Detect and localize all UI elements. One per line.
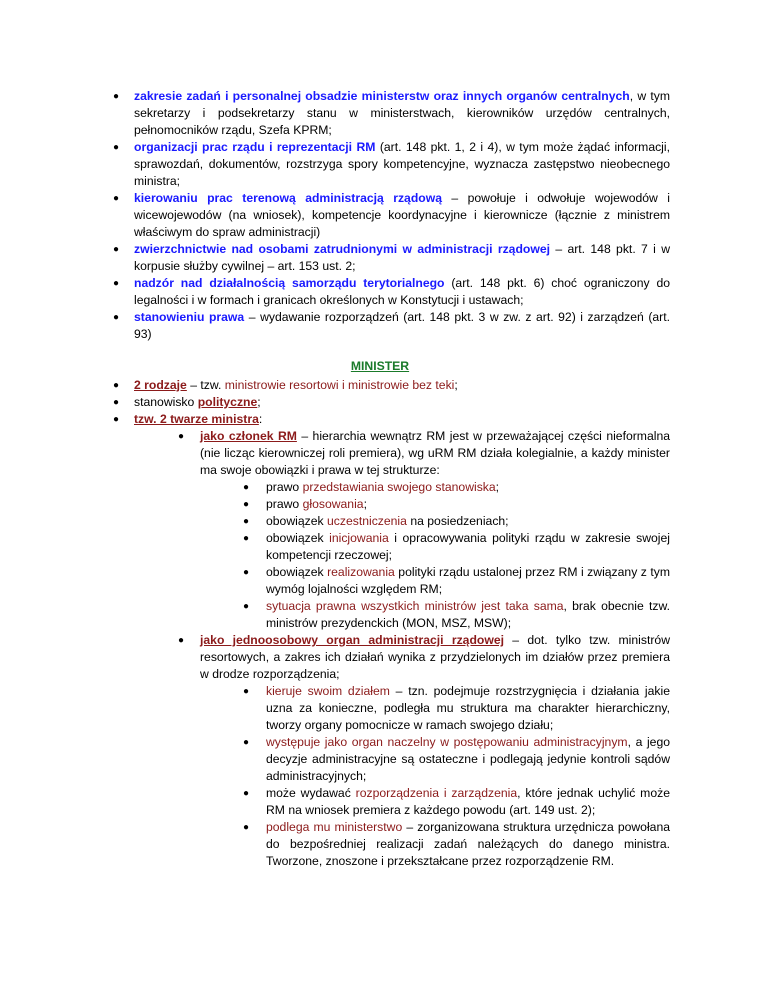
list-item: ● kierowaniu prac terenową administracją rządową – powołuje i odwołuje wojewodów i wicewojewodów (na wniosek), kompetencje koordynacyjne i kierownicze (łącznie z ministrem właściwym do spraw administracji): [113, 190, 670, 241]
list-item: ● prawo głosowania;: [243, 496, 670, 513]
organ-sublist: [243, 683, 670, 870]
list-item: ● kieruje swoim działem – tzn. podejmuje rozstrzygnięcia i działania jakie uzna za konieczne, podległa mu struktura ma charakter hierarchiczny, tworzy organy pomocnicze w ramach swojego działu;: [243, 683, 670, 734]
list-item: ● obowiązek inicjowania i opracowywania polityki rządu w zakresie swojej kompetencji rzeczowej;: [243, 530, 670, 564]
section-heading-minister: MINISTER: [350, 359, 410, 373]
list-item: ● występuje jako organ naczelny w postępowaniu administracyjnym, a jego decyzje administracyjne są ostateczne i podlegają jedynie kontroli sądów administracyjnych;: [243, 734, 670, 785]
list-item: ● stanowieniu prawa – wydawanie rozporządzeń (art. 148 pkt. 3 w zw. z art. 92) i zarządzeń (art. 93): [113, 309, 670, 343]
list-item-rodzaje: ● 2 rodzaje – tzw. ministrowie resortowi i ministrowie bez teki;: [113, 377, 670, 394]
list-item: ● zakresie zadań i personalnej obsadzie ministerstw oraz innych organów centralnych, w tym sekretarzy i podsekretarzy stanu w ministerstwach, kierowników urzędów centralnych, pełnomocników rządu, Szefa KPRM;: [113, 88, 670, 139]
list-item-organ: ● jako jednoosobowy organ administracji rządowej – dot. tylko tzw. ministrów resortowych, a zakres ich działań wynika z przydzielonych im działów przez premiera w drodze rozporządzenia; ● kieruje swoim działem – tzn. podejmuje rozstrzygnięcia i działania jakie uzna za konieczne, podległa mu struktura ma charakter hierarchiczny, tworzy organy pomocnicze w ramach swojego działu; ● występuje jako organ naczelny w postępowaniu administracyjnym, a jego decyzje administracyjne są ostateczne i podlegają jedynie kontroli sądów administracyjnych; ● może wydawać rozporządzenia i zarządzenia, które jednak uchylić może RM na wniosek premiera z każdego powodu (art. 149 ust. 2); ● podlega mu ministerstwo – zorganizowana struktura urzędnicza powołana do bezpośredniej realizacji zadań należących do danego ministra. Tworzone, znoszone i przekształcane przez rozporządzenie RM.: [178, 632, 670, 870]
premier-competences-list: [113, 88, 670, 343]
twarze-sublist: [178, 428, 670, 870]
list-item-czlonek-rm: ● jako członek RM – hierarchia wewnątrz RM jest w przeważającej części nieformalna (nie licząc kierowniczej roli premiera), wg uRM RM działa kolegialnie, a każdy minister ma swoje obowiązki i prawa w tej strukturze: ● prawo przedstawiania swojego stanowiska; ● prawo głosowania; ● obowiązek uczestniczenia na posiedzeniach; ● obowiązek inicjowania i opracowywania polityki rządu w zakresie swojej kompetencji rzeczowej; ● obowiązek realizowania polityki rządu ustalonej przez RM i związany z tym wymóg lojalności względem RM; ● sytuacja prawna wszystkich ministrów jest taka sama, brak obecnie tzw. ministrów prezydenckich (MON, MSZ, MSW);: [178, 428, 670, 632]
list-item: ● sytuacja prawna wszystkich ministrów jest taka sama, brak obecnie tzw. ministrów prezydenckich (MON, MSZ, MSW);: [243, 598, 670, 632]
list-item: ● obowiązek realizowania polityki rządu ustalonej przez RM i związany z tym wymóg lojalności względem RM;: [243, 564, 670, 598]
list-item: ● organizacji prac rządu i reprezentacji RM (art. 148 pkt. 1, 2 i 4), w tym może żądać informacji, sprawozdań, dokumentów, rozstrzyga spory kompetencyjne, wyznacza zastępstwo nieobecnego ministra;: [113, 139, 670, 190]
czlonek-rm-sublist: [243, 479, 670, 632]
list-item-twarze: ● tzw. 2 twarze ministra: ● jako członek RM – hierarchia wewnątrz RM jest w przeważającej części nieformalna (nie licząc kierowniczej roli premiera), wg uRM RM działa kolegialnie, a każdy minister ma swoje obowiązki i prawa w tej strukturze: ● prawo przedstawiania swojego stanowiska; ● prawo głosowania; ● obowiązek uczestniczenia na posiedzeniach; ● obowiązek inicjowania i opracowywania polityki rządu w zakresie swojej kompetencji rzeczowej; ● obowiązek realizowania polityki rządu ustalonej przez RM i związany z tym wymóg lojalności względem RM; ● sytuacja prawna wszystkich ministrów jest taka sama, brak obecnie tzw. ministrów prezydenckich (MON, MSZ, MSW); ● jako jednoosobowy organ administracji rządowej – dot. tylko tzw. ministrów resortowych, a zakres ich działań wynika z przydzielonych im działów przez premiera w drodze rozporządzenia; ● kieruje swoim działem – tzn. podejmuje rozstrzygnięcia i działania jakie uzna za konieczne, podległa mu struktura ma charakter hierarchiczny, tworzy organy pomocnicze w ramach swojego działu; ● występuje jako organ naczelny w postępowaniu administracyjnym, a jego decyzje administracyjne są ostateczne i podlegają jedynie kontroli sądów administracyjnych; ● może wydawać rozporządzenia i zarządzenia, które jednak uchylić może RM na wniosek premiera z każdego powodu (art. 149 ust. 2); ● podlega mu ministerstwo – zorganizowana struktura urzędnicza powołana do bezpośredniej realizacji zadań należących do danego ministra. Tworzone, znoszone i przekształcane przez rozporządzenie RM.: [113, 411, 670, 870]
list-item: ● prawo przedstawiania swojego stanowiska;: [243, 479, 670, 496]
list-item: ● nadzór nad działalnością samorządu terytorialnego (art. 148 pkt. 6) choć ograniczony do legalności i w formach i granicach określonych w Konstytucji i ustawach;: [113, 275, 670, 309]
list-item-stanowisko: ● stanowisko polityczne;: [113, 394, 670, 411]
minister-list: [113, 377, 670, 870]
list-item: ● podlega mu ministerstwo – zorganizowana struktura urzędnicza powołana do bezpośredniej realizacji zadań należących do danego ministra. Tworzone, znoszone i przekształcane przez rozporządzenie RM.: [243, 819, 670, 870]
list-item: ● zwierzchnictwie nad osobami zatrudnionymi w administracji rządowej – art. 148 pkt. 7 i w korpusie służby cywilnej – art. 153 ust. 2;: [113, 241, 670, 275]
list-item: ● może wydawać rozporządzenia i zarządzenia, które jednak uchylić może RM na wniosek premiera z każdego powodu (art. 149 ust. 2);: [243, 785, 670, 819]
list-item: ● obowiązek uczestniczenia na posiedzeniach;: [243, 513, 670, 530]
